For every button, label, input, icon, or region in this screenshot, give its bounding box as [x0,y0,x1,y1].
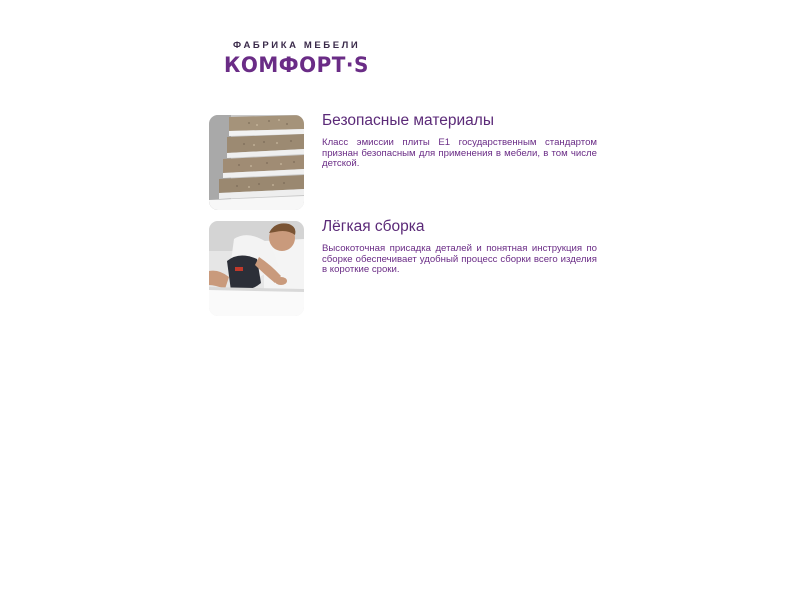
logo-brand-name: КОМФОРТ·S [224,51,369,78]
feature-description: Класс эмиссии плиты E1 государственным стандартом признан безопасным для применения в мебели, в том числе детской. [322,137,597,170]
feature-title: Безопасные материалы [322,112,494,129]
logo-tagline: ФАБРИКА МЕБЕЛИ [233,40,361,51]
brand-logo [224,40,369,78]
feature-text [322,111,597,170]
assembly-worker-image [209,221,304,316]
feature-description: Высокоточная присадка деталей и понятная инструкция по сборке обеспечивает удобный процесс сборки всего изделия в короткие сроки. [322,243,597,276]
chipboard-stack-image [209,115,304,210]
feature-safe-materials [209,112,599,211]
feature-easy-assembly [209,218,599,317]
feature-title: Лёгкая сборка [322,218,425,235]
feature-text [322,217,597,276]
